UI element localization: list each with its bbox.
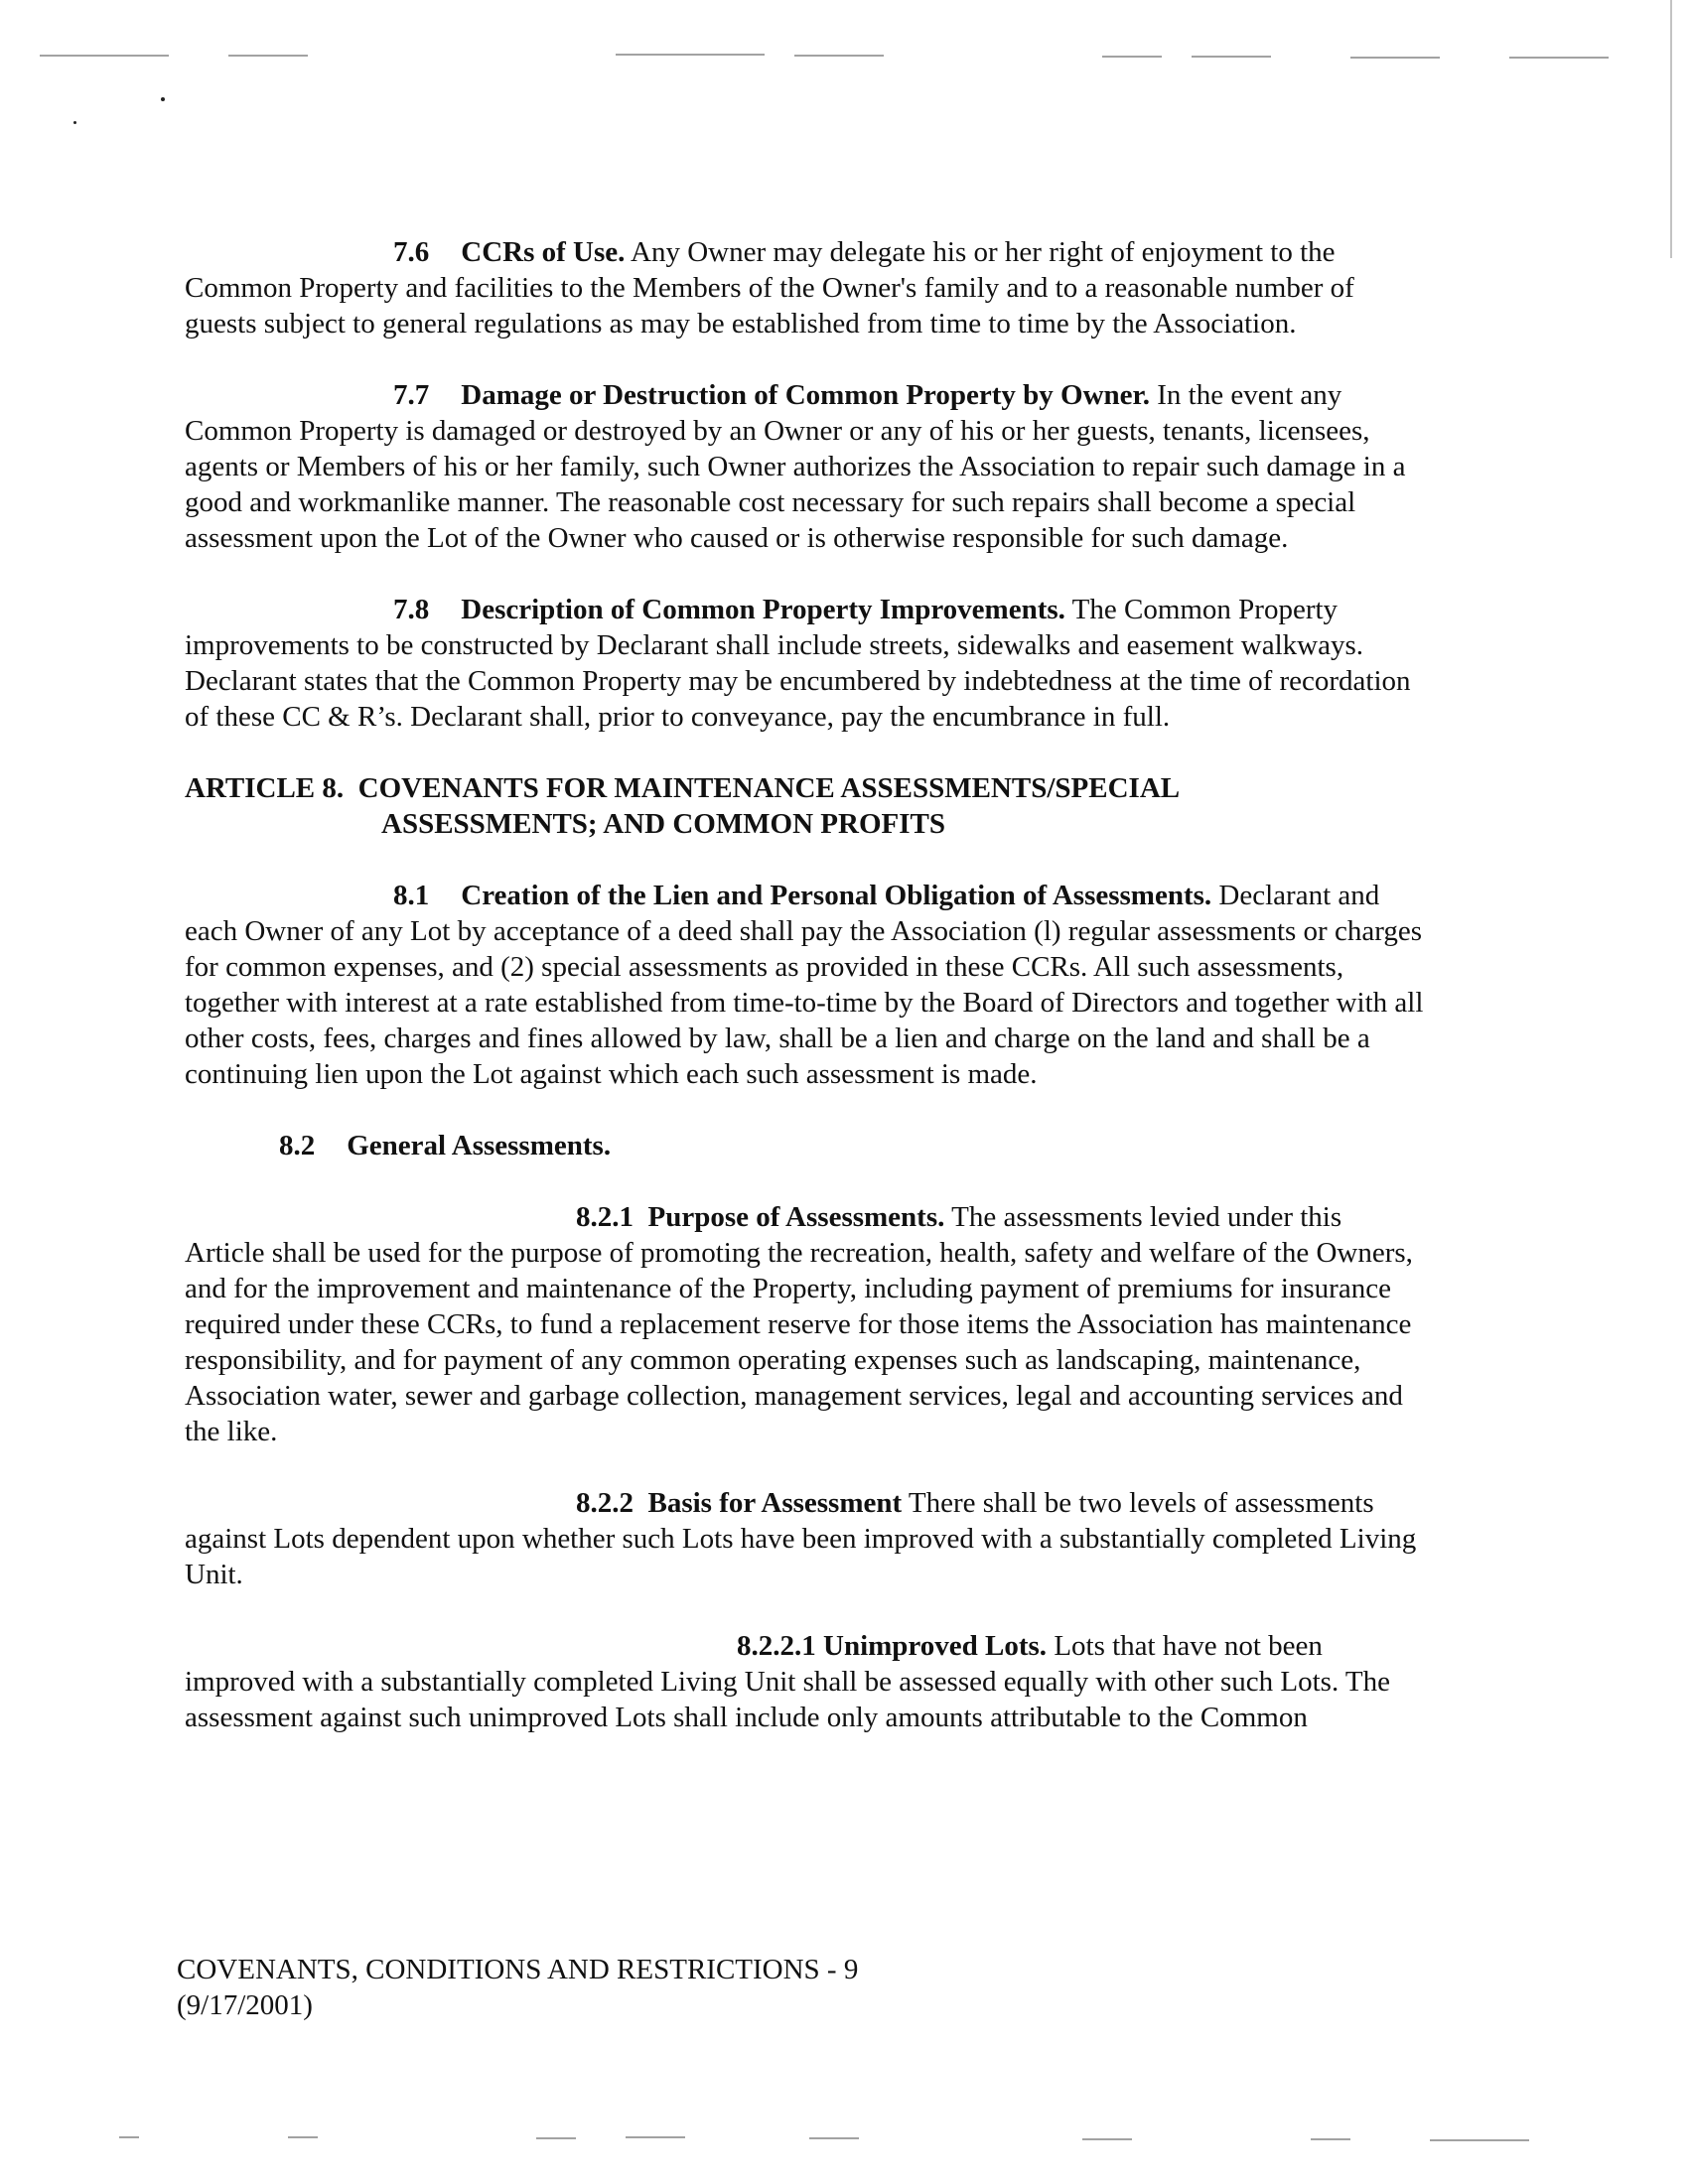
scan-artifact-top [1509,57,1609,59]
section-body: Any Owner may delegate his or her right of enjoyment to the Common Property and facilities to the Members of the Owner's family and to a reasonable number of guests subject to general regulations as may be established from time to time by the Association. [185,236,1354,340]
document-body [185,234,1426,1771]
scan-artifact-dot [73,121,76,124]
scan-artifact-bottom [119,2136,139,2138]
section-heading: Unimproved Lots. [823,1630,1048,1662]
section-heading: Creation of the Lien and Personal Obligation of Assessments. [461,880,1212,911]
footer-title: COVENANTS, CONDITIONS AND RESTRICTIONS - 9 [177,1954,859,1985]
section-8-2-2-1 [185,1628,1426,1735]
scan-artifact-bottom [288,2136,318,2138]
section-number: 7.8 [393,594,430,625]
scan-artifact-bottom [1311,2138,1350,2140]
section-7-8 [185,592,1426,735]
section-body: In the event any Common Property is damaged or destroyed by an Owner or any of his or her guests, tenants, licensees, agents or Members of his or her family, such Owner authorizes the Association to repair such damage in a good and workmanlike manner. The reasonable cost necessary for such repairs shall become a special assessment upon the Lot of the Owner who caused or is otherwise responsible for such damage. [185,379,1406,554]
section-heading: Description of Common Property Improvements. [461,594,1065,625]
article-8-heading [185,770,1426,842]
section-heading: CCRs of Use. [461,236,626,268]
section-number: 8.2.2 [576,1487,634,1519]
section-8-2 [185,1128,1426,1163]
section-8-1 [185,878,1426,1092]
scan-artifact-bottom [809,2137,859,2139]
scan-artifact-dot [161,97,165,101]
section-number: 7.6 [393,236,430,268]
scan-artifact-bottom [1430,2139,1529,2141]
scan-artifact-bottom [1082,2138,1132,2140]
section-body: The Common Property improvements to be constructed by Declarant shall include streets, sidewalks and easement walkways. Declarant states that the Common Property may be encumbered by indebtedness at the time of recordation of these CC & R’s. Declarant shall, prior to conveyance, pay the encumbrance in full. [185,594,1411,733]
section-body: Declarant and each Owner of any Lot by acceptance of a deed shall pay the Association (l) regular assessments or charges for common expenses, and (2) special assessments as provided in these CCRs. All such assessments, together with interest at a rate established from time-to-time by the Board of Directors and together with all other costs, fees, charges and fines allowed by law, shall be a lien and charge on the land and shall be a continuing lien upon the Lot against which each such assessment is made. [185,880,1424,1090]
scan-artifact-bottom [536,2137,576,2139]
section-body: The assessments levied under this Article shall be used for the purpose of promoting the recreation, health, safety and welfare of the Owners, and for the improvement and maintenance of the Property, including payment of premiums for insurance required under these CCRs, to fund a replacement reserve for those items the Association has maintenance responsibility, and for payment of any common operating expenses such as landscaping, maintenance, Association water, sewer and garbage collection, management services, legal and accounting services and the like. [185,1201,1413,1447]
scan-artifact-top [40,55,169,57]
scan-artifact-top [1350,57,1440,59]
section-8-2-1 [185,1199,1426,1449]
section-number: 8.2 [279,1130,316,1161]
scan-artifact-top [616,54,765,56]
scan-artifact-bottom [626,2136,685,2138]
scan-artifact-top [228,55,308,57]
page-footer [177,1952,858,2023]
section-heading: Purpose of Assessments. [647,1201,945,1233]
section-body: There shall be two levels of assessments against Lots dependent upon whether such Lots have been improved with a substantially completed Living Unit. [185,1487,1417,1590]
scan-artifact-top [794,55,884,57]
section-number: 8.2.1 [576,1201,634,1233]
footer-date: (9/17/2001) [177,1989,313,2021]
section-body: Lots that have not been improved with a substantially completed Living Unit shall be assessed equally with other such Lots. The assessment against such unimproved Lots shall include only amounts attributable to the Common [185,1630,1391,1733]
scan-artifact-top [1192,56,1271,58]
section-number: 8.2.2.1 [737,1630,816,1662]
article-heading-line-1: ARTICLE 8. COVENANTS FOR MAINTENANCE ASSESSMENTS/SPECIAL [185,772,1181,804]
section-number: 7.7 [393,379,430,411]
section-heading: Damage or Destruction of Common Property by Owner. [461,379,1151,411]
scan-artifact-top [1102,56,1162,58]
section-number: 8.1 [393,880,430,911]
section-7-6 [185,234,1426,341]
section-8-2-2 [185,1485,1426,1592]
section-heading: Basis for Assessment [647,1487,903,1519]
article-heading-line-2: ASSESSMENTS; AND COMMON PROFITS [381,808,945,840]
scan-artifact-edge [1670,0,1672,258]
section-heading: General Assessments. [347,1130,612,1161]
section-7-7 [185,377,1426,556]
